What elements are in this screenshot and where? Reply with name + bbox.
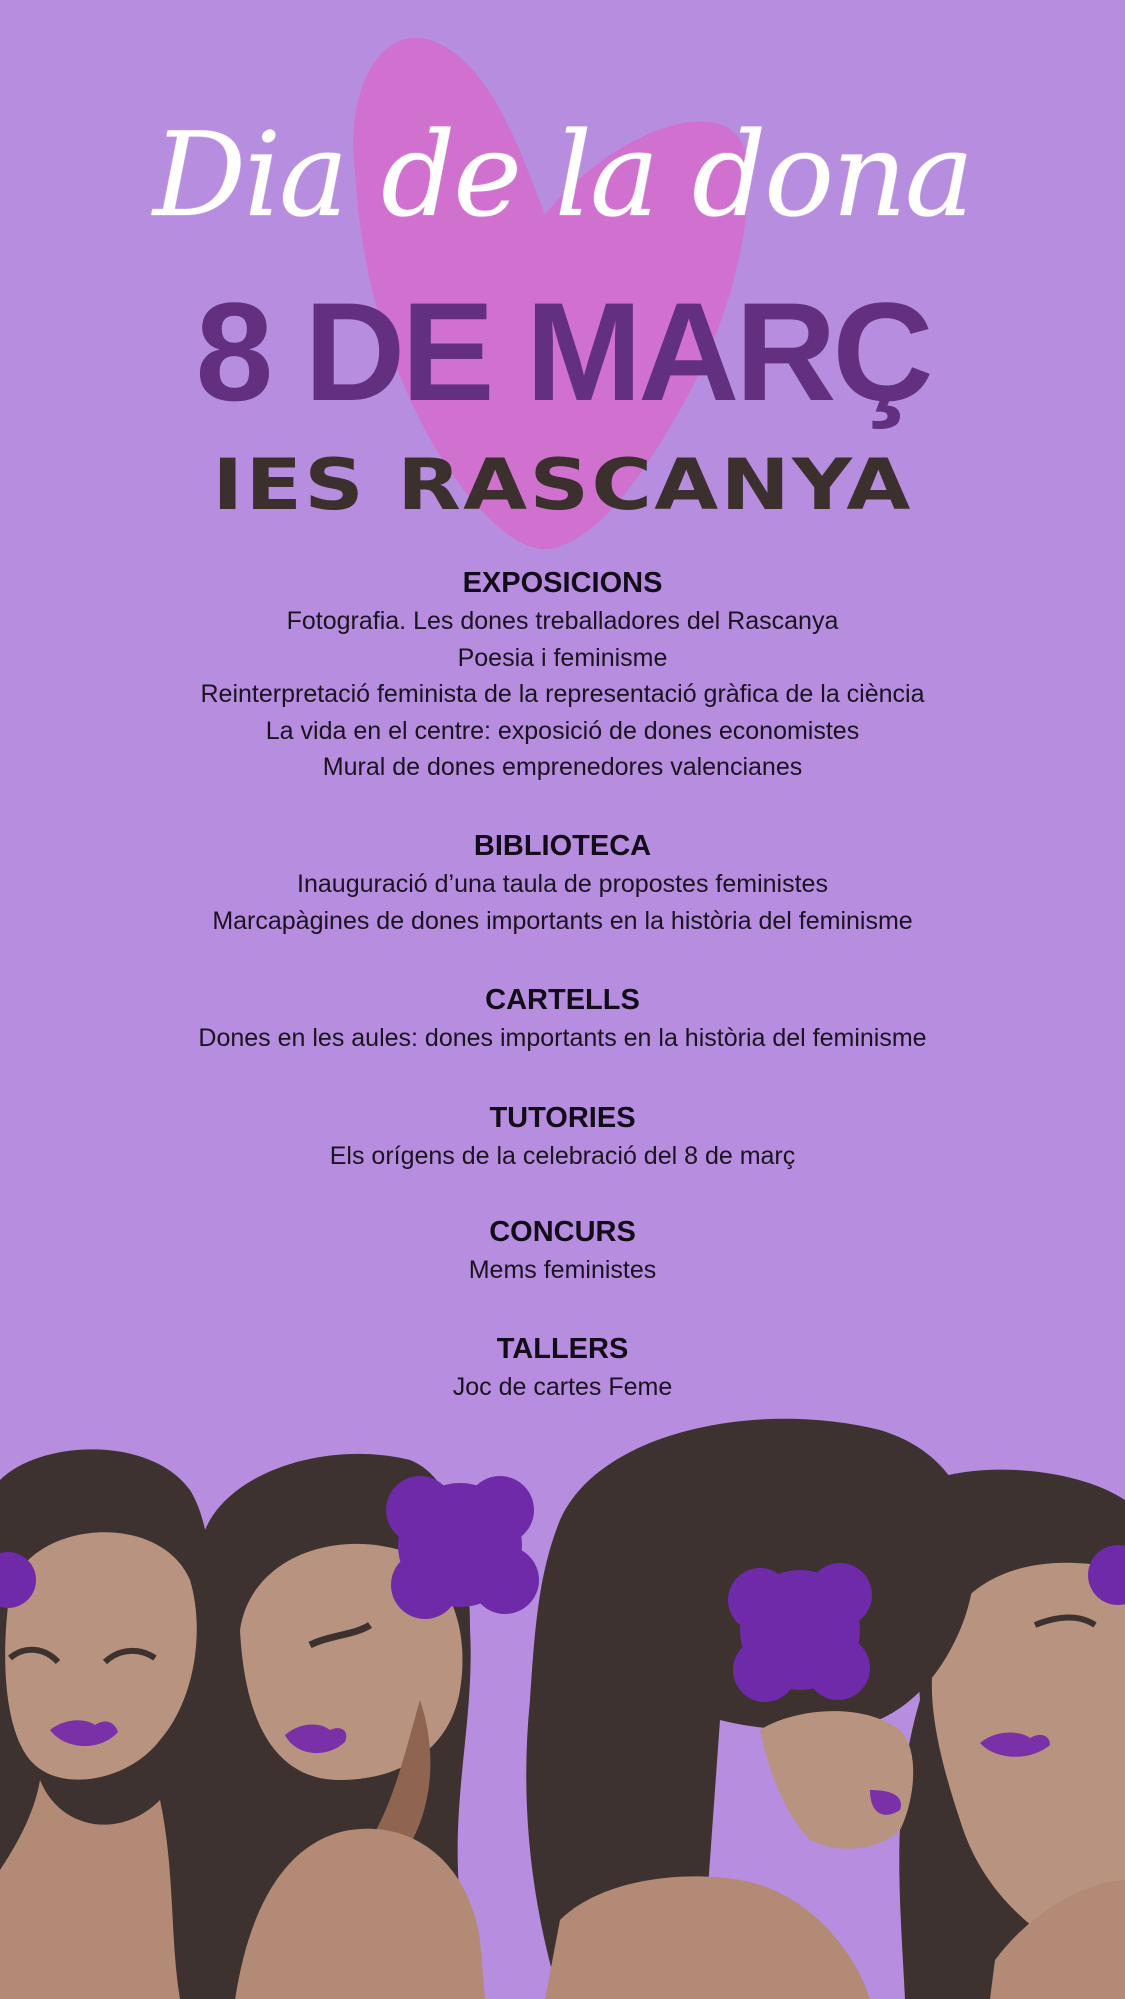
section-cartells <box>0 980 1125 1098</box>
section-item: Mems feministes <box>468 1256 657 1284</box>
section-heading: CONCURS <box>489 1216 636 1248</box>
section-heading: EXPOSICIONS <box>462 567 663 599</box>
section-item: Joc de cartes Feme <box>452 1373 673 1401</box>
women-group-illustration <box>0 1400 1125 1999</box>
section-biblioteca <box>0 826 1125 980</box>
section-item: Marcapàgines de dones importants en la història del feminisme <box>212 906 913 935</box>
section-heading: BIBLIOTECA <box>473 830 652 862</box>
section-tallers <box>0 1329 1125 1409</box>
purple-flower-icon <box>728 1563 872 1702</box>
section-exposicions <box>0 563 1125 826</box>
purple-flower-icon <box>386 1476 539 1619</box>
script-title: Dia de la dona <box>152 108 972 243</box>
school-title: IES RASCANYA <box>212 444 913 526</box>
date-title: 8 DE MARÇ <box>195 273 930 430</box>
section-item: Inauguració d’una taula de propostes feministes <box>297 870 828 898</box>
section-heading: TALLERS <box>496 1333 629 1365</box>
section-concurs <box>0 1212 1125 1329</box>
section-heading: CARTELLS <box>485 984 640 1016</box>
section-tutories <box>0 1098 1125 1212</box>
section-item: Els orígens de la celebració del 8 de març <box>329 1142 796 1170</box>
section-item: La vida en el centre: exposició de dones economistes <box>265 716 860 745</box>
section-item: Reinterpretació feminista de la representació gràfica de la ciència <box>200 680 925 708</box>
section-item: Dones en les aules: dones importants en la història del feminisme <box>198 1024 927 1052</box>
section-item: Poesia i feminisme <box>457 643 668 672</box>
section-item: Fotografia. Les dones treballadores del Rascanya <box>286 607 839 635</box>
program-list <box>0 563 1125 1409</box>
section-heading: TUTORIES <box>489 1102 636 1134</box>
section-item: Mural de dones emprenedores valencianes <box>322 753 803 781</box>
